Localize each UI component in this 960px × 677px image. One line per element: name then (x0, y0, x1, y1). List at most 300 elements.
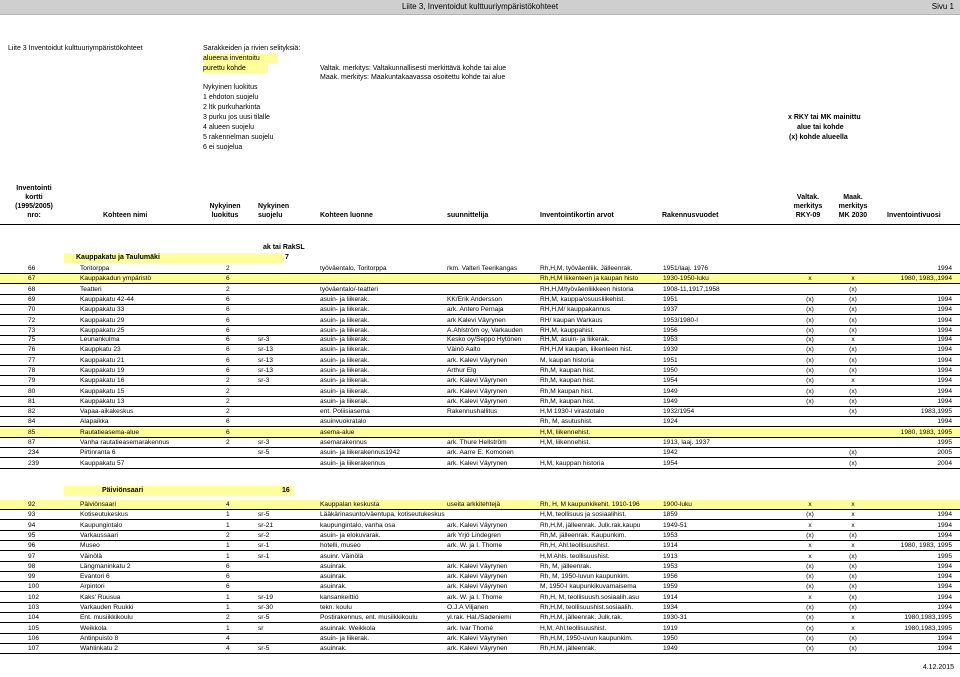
cell-nro: 99 (28, 573, 36, 581)
cell-suoj: sr-5 (258, 449, 270, 457)
table-row (0, 305, 960, 315)
cell-nimi: Pirtinranta 6 (80, 449, 116, 457)
cell-maak: (x) (849, 356, 857, 364)
cell-maak: (x) (849, 408, 857, 416)
cell-vuodet: 1951 (663, 356, 678, 364)
cell-luok: 6 (226, 295, 230, 303)
table-row (0, 624, 960, 634)
cell-suunn: KK/Erik Andersson (447, 295, 502, 303)
header-kohteen-nimi: Kohteen nimi (103, 212, 148, 219)
cell-luok: 2 (226, 377, 230, 385)
table-row (0, 316, 960, 326)
cell-arvot: Rh,H,M, 1950-uvun kaupunkim. (540, 634, 633, 642)
cell-luok: 4 (226, 634, 230, 642)
cell-suunn: ark. Aarre E. Komonen (447, 449, 514, 457)
cell-maak: (x) (849, 449, 857, 457)
table-row (0, 459, 960, 469)
cell-valtak: (x) (806, 316, 814, 324)
cell-maak: (x) (849, 459, 857, 467)
cell-suoj: sr-1 (258, 542, 270, 550)
cell-luonne: asuinr. Väinölä (320, 552, 364, 560)
cell-arvot: H,M, teollisuus ja sosiaalihist. (540, 511, 627, 519)
cell-invv: 1994 (937, 583, 952, 591)
cell-luonne: Kauppalan keskusta (320, 501, 380, 508)
cell-suunn: ark Yrjö Lindegren (447, 531, 501, 539)
cell-arvot: Rh,M, kaupan hist. (540, 397, 595, 405)
cell-luok: 1 (226, 542, 230, 550)
cell-maak: (x) (849, 552, 857, 560)
cell-arvot: Rh,H,M, työväenliik. Jälleenrak. (540, 265, 633, 272)
table-row (0, 407, 960, 417)
cell-luonne: asuin- ja liikerak. (320, 346, 370, 354)
luokitus-5: 5 rakennelman suojelu (203, 134, 274, 141)
cell-invv: 1994 (937, 573, 952, 581)
table-row (0, 376, 960, 386)
header-luokitus: Nykyinen luokitus (209, 203, 241, 219)
cell-nro: 93 (28, 511, 36, 519)
cell-valtak: (x) (806, 326, 814, 334)
cell-maak: x (851, 275, 855, 283)
cell-nro: 98 (28, 562, 36, 570)
cell-invv: 1994 (937, 511, 952, 519)
cell-invv: 1994 (937, 593, 952, 601)
cell-arvot: H,M, liikennehist. (540, 428, 591, 436)
cell-invv: 1995 (937, 552, 952, 560)
cell-suoj: sr (258, 624, 264, 632)
cell-luonne: kaupungintalo, vanha osa (320, 521, 396, 529)
cell-invv: 1980,1983,1995 (904, 624, 952, 632)
cell-vuodet: 1913, laaj. 1937 (663, 439, 710, 446)
cell-suoj: sr-3 (258, 377, 270, 385)
cell-maak: (x) (849, 397, 857, 405)
header-valtak: Valtak. merkitys RKY-09 (793, 194, 823, 219)
cell-nimi: Kauppakatu 42-44 (80, 295, 134, 303)
cell-suunn: ark. Kalevi Väyrynen (447, 583, 508, 591)
cell-luonne: asuin- ja liikerak. (320, 316, 370, 324)
cell-maak: (x) (849, 295, 857, 303)
cell-arvot: Rh, M, asutushist. (540, 418, 593, 426)
cell-suunn: useita arkkitehtejä (447, 501, 501, 508)
cell-arvot: Rh,M, jälleenrak. Kaupunkim. (540, 531, 627, 539)
sheet-label: Liite 3 Inventoidut kulttuuriympäristökohteet (8, 45, 143, 52)
cell-invv: 1995 (937, 439, 952, 446)
cell-suunn: ark. Ivar Thomé (447, 624, 494, 632)
cell-valtak: (x) (806, 377, 814, 385)
cell-luok: 2 (226, 397, 230, 405)
cell-luok: 2 (226, 614, 230, 622)
cell-suunn: ark. W. ja I. Thome (447, 593, 503, 601)
cell-nimi: Ent. musiikkikoulu (80, 614, 133, 622)
table-row (0, 448, 960, 458)
cell-luok: 6 (226, 366, 230, 374)
cell-suoj: sr-5 (258, 614, 270, 622)
row-divider (0, 468, 960, 469)
cell-nro: 234 (28, 449, 40, 457)
cell-arvot: RH,H,M/työväenliikkeen historia (540, 285, 634, 293)
header-luonne: Kohteen luonne (320, 212, 373, 219)
group-label: Päiviönsaari (102, 487, 144, 494)
cell-luok: 2 (226, 531, 230, 539)
cell-valtak: x (808, 593, 812, 601)
cell-maak: x (851, 336, 855, 343)
cell-nimi: Rautatieasema-alue (80, 428, 140, 436)
cell-nimi: Alapaikka (80, 418, 109, 426)
cell-maak: (x) (849, 346, 857, 354)
cell-valtak: (x) (806, 336, 814, 343)
cell-luok: 1 (226, 624, 230, 632)
cell-arvot: Rh,H, Ahl.teollisuushist. (540, 542, 610, 550)
cell-suunn: ark. Kalevi Väyrynen (447, 377, 508, 385)
rky-mainittu: x RKY tai MK mainittu (788, 114, 861, 121)
table-row (0, 417, 960, 427)
cell-invv: 1994 (937, 531, 952, 539)
cell-luok: 1 (226, 604, 230, 611)
cell-invv: 1994 (937, 387, 952, 395)
cell-nro: 103 (28, 604, 40, 611)
cell-nro: 95 (28, 531, 36, 539)
cell-valtak: (x) (806, 387, 814, 395)
cell-vuodet: 1956 (663, 326, 678, 334)
cell-luok: 1 (226, 593, 230, 601)
cell-suunn: Arthur Elg (447, 366, 477, 374)
cell-luonne: asuin- ja liikerak. (320, 387, 370, 395)
cell-vuodet: 1930-31 (663, 614, 688, 622)
cell-invv: 1994 (937, 346, 952, 354)
cell-vuodet: 1959 (663, 583, 678, 591)
cell-nimi: Varkauden Ruukki (80, 604, 134, 611)
cell-luok: 1 (226, 552, 230, 560)
cell-maak: x (851, 511, 855, 519)
table-row (0, 366, 960, 376)
cell-suoj: sr-19 (258, 593, 274, 601)
table-row (0, 582, 960, 592)
cell-nimi: Kauppakatu 33 (80, 306, 125, 314)
cell-luonne: kansankeittiö (320, 593, 359, 601)
cell-maak: (x) (849, 285, 857, 293)
cell-nimi: Toritorppa (80, 265, 110, 272)
cell-maak: (x) (849, 531, 857, 539)
cell-arvot: Rh,H,M, teollisuushist.sosiaalih. (540, 604, 634, 611)
cell-arvot: Rh, M, jälleenrak. (540, 562, 592, 570)
cell-luonne: asuinrak. (320, 562, 347, 570)
table-row (0, 264, 960, 274)
cell-vuodet: 1954 (663, 459, 678, 467)
table-row (0, 531, 960, 541)
cell-nimi: Kauppakatu 57 (80, 459, 125, 467)
cell-vuodet: 1949-51 (663, 521, 688, 529)
cell-nro: 105 (28, 624, 40, 632)
cell-nro: 72 (28, 316, 36, 324)
luokitus-4: 4 alueen suojelu (203, 124, 254, 131)
legend-alueena: alueena inventoitu (203, 54, 278, 63)
cell-invv: 2004 (937, 459, 952, 467)
cell-nimi: Längmaninkatu 2 (80, 562, 131, 570)
cell-nimi: Leunankulma (80, 336, 120, 343)
cell-nimi: Kauppkatu 23 (80, 346, 121, 354)
cell-luonne: asema-alue (320, 428, 355, 436)
cell-invv: 1983,1995 (920, 408, 952, 416)
window-title: Liite 3, Inventoidut kulttuuriympäristökohteet (401, 2, 559, 11)
cell-maak: (x) (849, 593, 857, 601)
cell-nro: 81 (28, 397, 36, 405)
cell-suoj: sr-3 (258, 336, 270, 343)
cell-luok: 1 (226, 511, 230, 519)
cell-vuodet: 1951 (663, 295, 678, 303)
table-row (0, 295, 960, 305)
cell-suoj: sr-13 (258, 346, 274, 354)
cell-nimi: Teatteri (80, 285, 102, 293)
cell-luok: 6 (226, 356, 230, 364)
cell-vuodet: 1924 (663, 418, 678, 426)
cell-nimi: Kauppakatu 16 (80, 377, 125, 385)
cell-invv: 1994 (937, 418, 952, 426)
cell-arvot: Rh, M, 1950-luvun kaupunkim. (540, 573, 630, 581)
cell-vuodet: 1949 (663, 645, 678, 653)
cell-suunn: ark. Kalevi Väyrynen (447, 387, 508, 395)
cell-suunn: ark Kalevi Väyrynen (447, 316, 506, 324)
cell-valtak: x (808, 275, 812, 283)
cell-valtak: (x) (806, 614, 814, 622)
cell-luonne: asuin- ja liikerak. (320, 295, 370, 303)
cell-luok: 4 (226, 645, 230, 653)
cell-maak: (x) (849, 366, 857, 374)
cell-maak: x (851, 521, 855, 529)
cell-luonne: asuin- ja liikerak. (320, 377, 370, 385)
cell-nro: 97 (28, 552, 36, 560)
luokitus-3: 3 purku jos uusi tilalle (203, 114, 270, 121)
legend-maak: Maak. merkitys: Maakuntakaavassa osoitettu kohde tai alue (320, 74, 506, 81)
cell-maak: (x) (849, 583, 857, 591)
cell-invv: 1994 (937, 295, 952, 303)
rky-alue: alue tai kohde (797, 124, 844, 131)
cell-suunn: ark. Kalevi Väyrynen (447, 634, 508, 642)
cell-nro: 75 (28, 336, 36, 343)
header-maak: Maak. merkitys MK 2030 (838, 194, 868, 219)
cell-arvot: RH,M, kauppahist. (540, 326, 595, 334)
luokitus-heading: Nykyinen luokitus (203, 84, 258, 91)
table-row (0, 438, 960, 448)
cell-luok: 2 (226, 408, 230, 416)
cell-nro: 70 (28, 306, 36, 314)
cell-maak: x (851, 614, 855, 622)
cell-vuodet: 1956 (663, 573, 678, 581)
cell-suunn: ark. Kalevi Väyrynen (447, 573, 508, 581)
cell-luok: 6 (226, 583, 230, 591)
cell-arvot: RH,M, kauppa/osuusliikehist. (540, 295, 626, 303)
cell-luonne: asemarakennus (320, 439, 367, 446)
cell-suunn: A.Ahlström oy, Varkauden (447, 326, 523, 334)
cell-suoj: sr-1 (258, 552, 270, 560)
cell-nimi: Wahlinkatu 2 (80, 645, 118, 653)
cell-nro: 73 (28, 326, 36, 334)
cell-nro: 68 (28, 285, 36, 293)
cell-maak: x (851, 542, 855, 550)
cell-luonne: asuin- ja liikerak. (320, 634, 370, 642)
cell-nimi: Vapaa-aikakeskus (80, 408, 134, 416)
header-rakennusvuodet: Rakennusvuodet (662, 212, 719, 219)
table-row (0, 572, 960, 582)
cell-maak: x (851, 624, 855, 632)
cell-arvot: Rh,H,M, jälleenrak. (540, 645, 597, 653)
cell-luonne: asuinrak. (320, 645, 347, 653)
cell-maak: (x) (849, 604, 857, 611)
cell-luok: 6 (226, 346, 230, 354)
cell-invv: 1994 (937, 356, 952, 364)
cell-vuodet: 1954 (663, 377, 678, 385)
cell-invv: 1980, 1983, 1995 (900, 428, 952, 436)
cell-nro: 87 (28, 439, 36, 446)
cell-valtak: (x) (806, 634, 814, 642)
cell-invv: 1994 (937, 645, 952, 653)
table-row (0, 541, 960, 551)
cell-vuodet: 1859 (663, 511, 678, 519)
cell-valtak: (x) (806, 645, 814, 653)
cell-nro: 78 (28, 366, 36, 374)
table-row (0, 521, 960, 531)
cell-invv: 1994 (937, 366, 952, 374)
cell-nimi: Päiviönsaari (80, 501, 116, 508)
cell-luonne: asuin- ja liikerak. (320, 326, 370, 334)
cell-nimi: Kauppakatu 13 (80, 397, 125, 405)
cell-valtak: (x) (806, 604, 814, 611)
cell-luonne: asuin- ja elokuvarak. (320, 531, 381, 539)
cell-nro: 76 (28, 346, 36, 354)
cell-luonne: Postirakennus, ent. musiikkikoulu (320, 614, 418, 622)
page-indicator: Sivu 1 (931, 2, 954, 11)
cell-arvot: RH,M, asuin- ja liikerak. (540, 336, 610, 343)
cell-nro: 79 (28, 377, 36, 385)
cell-vuodet: 1919 (663, 624, 678, 632)
cell-arvot: RH/ kaupan Warkaus (540, 316, 603, 324)
cell-vuodet: 1937 (663, 306, 678, 314)
cell-luonne: asuinvuokratalo (320, 418, 367, 426)
row-divider (0, 653, 960, 654)
cell-vuodet: 1934 (663, 604, 678, 611)
cell-nimi: Väinölä (80, 552, 102, 560)
cell-invv: 1980, 1983,,1994 (900, 275, 952, 283)
header-suunnittelija: suunnittelija (447, 212, 489, 219)
cell-nimi: Arpintori (80, 583, 105, 591)
luokitus-6: 6 ei suojelua (203, 144, 243, 151)
cell-vuodet: 1953 (663, 336, 678, 343)
cell-suoj: sr-5 (258, 645, 270, 653)
cell-vuodet: 1932/1954 (663, 408, 695, 416)
cell-arvot: Rh,M, kaupan hist. (540, 377, 595, 385)
cell-maak: (x) (849, 634, 857, 642)
cell-luonne: asuin- ja liikerak. (320, 397, 370, 405)
cell-valtak: (x) (806, 295, 814, 303)
cell-arvot: H,M Ahls. teollisuushist. (540, 552, 610, 560)
cell-arvot: H,M, Ahl.teollisuushist. (540, 624, 607, 632)
header-inventointivuosi: Inventointivuosi (887, 212, 941, 219)
cell-invv: 1994 (937, 562, 952, 570)
cell-valtak: (x) (806, 531, 814, 539)
luokitus-2: 2 ltk purkuharkinta (203, 104, 261, 111)
group-count: 7 (285, 254, 289, 261)
table-row (0, 397, 960, 407)
cell-suoj: sr-2 (258, 531, 270, 539)
cell-nro: 69 (28, 295, 36, 303)
cell-vuodet: 1953 (663, 562, 678, 570)
cell-maak: x (851, 501, 855, 508)
cell-luonne: asuin- ja liikerakennus1942 (320, 449, 400, 457)
cell-nimi: Kauppakatu 15 (80, 387, 125, 395)
cell-valtak: (x) (806, 306, 814, 314)
cell-suunn: ark. W. ja I. Thome (447, 542, 503, 550)
cell-nro: 102 (28, 593, 40, 601)
table-row (0, 356, 960, 366)
cell-vuodet: 1930-1950-luku (663, 275, 709, 283)
cell-luok: 6 (226, 316, 230, 324)
cell-luonne: hotelli, museo (320, 542, 361, 550)
cell-valtak: (x) (806, 356, 814, 364)
cell-valtak: (x) (806, 397, 814, 405)
cell-arvot: Rh,H,M, jälleenrak. Julk.rak. (540, 614, 623, 622)
table-row (0, 345, 960, 355)
cell-luok: 6 (226, 336, 230, 343)
cell-nro: 94 (28, 521, 36, 529)
header-suojelu: Nykyinen suojelu (258, 203, 290, 219)
cell-maak: (x) (849, 316, 857, 324)
cell-invv: 1994 (937, 521, 952, 529)
cell-arvot: Rh,H,M, jälleenrak. Julk.rak.kaupu (540, 521, 641, 529)
cell-valtak: (x) (806, 366, 814, 374)
cell-vuodet: 1908-11,1917,1958 (663, 285, 720, 293)
cell-luonne: tekn. koulu (320, 604, 352, 611)
cell-arvot: Rh,H,M liikenteen ja kaupan histo (540, 275, 639, 283)
cell-suunn: Väinö Aalto (447, 346, 481, 354)
cell-nimi: Museo (80, 542, 100, 550)
cell-invv: 1994 (937, 265, 952, 272)
cell-maak: (x) (849, 306, 857, 314)
cell-invv: 1994 (937, 326, 952, 334)
cell-vuodet: 1951/laaj. 1976 (663, 265, 709, 272)
cell-nimi: Kauppakadun ympäristö (80, 275, 152, 283)
cell-arvot: H,M 1930-l virastotalo (540, 408, 605, 416)
cell-maak: (x) (849, 562, 857, 570)
cell-luok: 6 (226, 306, 230, 314)
cell-nimi: Weikkola (80, 624, 107, 632)
cell-arvot: RH,H,M kaupan, liikenteen hist. (540, 346, 633, 354)
cell-valtak: (x) (806, 573, 814, 581)
cell-luonne: asuin- ja liikerak. (320, 306, 370, 314)
cell-nimi: Kauppakatu 29 (80, 316, 125, 324)
table-row (0, 510, 960, 520)
cell-luonne: Lääkärinasunto/väentupa, kotiseutukeskus (320, 511, 445, 519)
cell-arvot: Rh, H, M kaupunkikehit. 1910-196 (540, 501, 640, 508)
cell-vuodet: 1942 (663, 449, 678, 457)
cell-nro: 85 (28, 428, 36, 436)
cell-arvot: M, kaupan historia (540, 356, 594, 364)
cell-nimi: Antinpuisto 8 (80, 634, 119, 642)
cell-maak: (x) (849, 326, 857, 334)
cell-nimi: Kaupungintalo (80, 521, 123, 529)
table-row (0, 285, 960, 295)
table-row (0, 644, 960, 654)
cell-arvot: Rh,H, M, teollisuush.sosiaalih.asu (540, 593, 639, 601)
cell-suunn: ark. Kalevi Väyrynen (447, 397, 508, 405)
cell-suunn: ark. Thure Hellström (447, 439, 507, 446)
cell-luonne: asuin- ja liikerakennus (320, 459, 386, 467)
cell-nro: 96 (28, 542, 36, 550)
group-kauppakatu (64, 253, 289, 263)
cell-luonne: asuinrak. (320, 583, 347, 591)
cell-suunn: ark. Kalevi Väyrynen (447, 562, 508, 570)
cell-suunn: ark. Kalevi Väyrynen (447, 459, 508, 467)
cell-valtak: x (808, 501, 812, 508)
cell-vuodet: 1950 (663, 634, 678, 642)
cell-maak: (x) (849, 645, 857, 653)
